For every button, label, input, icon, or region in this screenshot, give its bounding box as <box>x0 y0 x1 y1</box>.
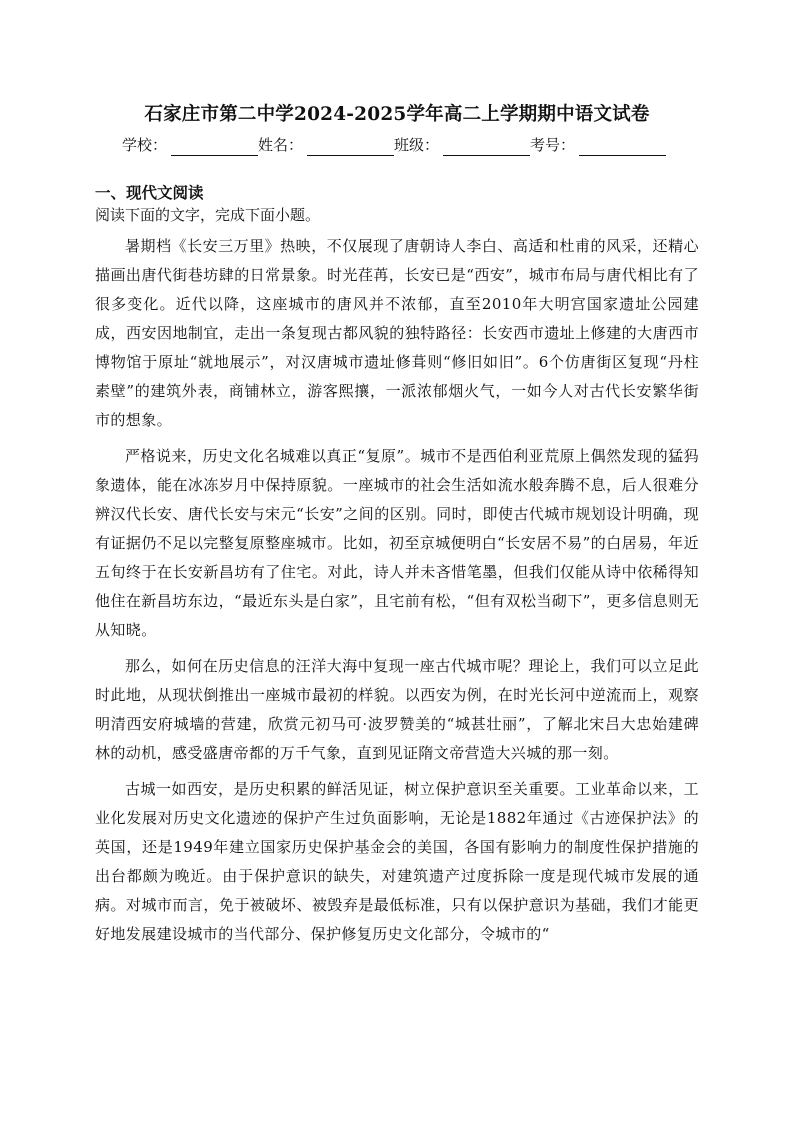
exam-number-field <box>530 134 666 156</box>
passage-paragraph: 暑期档《长安三万里》热映，不仅展现了唐朝诗人李白、高适和杜甫的风采，还精心描画出唐代街巷坊肆的日常景象。时光荏苒，长安已是“西安”，城市布局与唐代相比有了很多变化。近代以降，这座城市的唐风并不浓郁，直至2010年大明宫国家遗址公园建成，西安因地制宜，走出一条复现古都风貌的独特路径：长安西市遗址上修建的大唐西市博物馆于原址“就地展示”，对汉唐城市遗址修葺则“修旧如旧”。6个仿唐街区复现“丹柱素壁”的建筑外表，商铺林立，游客熙攘，一派浓郁烟火气，一如今人对古代长安繁华街市的想象。 <box>95 237 699 429</box>
passage-paragraph: 那么，如何在历史信息的汪洋大海中复现一座古代城市呢？理论上，我们可以立足此时此地，从现状倒推出一座城市最初的样貌。以西安为例，在时光长河中逆流而上，观察明清西安府城墙的营建，欣赏元初马可·波罗赞美的“城甚壮丽”，了解北宋吕大忠始建碑林的动机，感受盛唐帝都的万千气象，直到见证隋文帝营造大兴城的那一刻。 <box>95 657 699 762</box>
name-field <box>258 134 394 156</box>
student-info-row <box>122 134 682 156</box>
school-label: 学校： <box>122 136 168 154</box>
name-blank <box>307 139 394 156</box>
section-heading: 一、现代文阅读 <box>95 184 204 202</box>
school-field <box>122 134 258 156</box>
exam-number-label: 考号： <box>530 136 576 154</box>
class-blank <box>443 139 530 156</box>
passage-paragraph: 古城一如西安，是历史积累的鲜活见证，树立保护意识至关重要。工业革命以来，工业化发展对历史文化遗迹的保护产生过负面影响，无论是1882年通过《古迹保护法》的英国，还是1949年建立国家历史保护基金会的美国，各国有影响力的制度性保护措施的出台都颇为晚近。由于保护意识的缺失，对建筑遗产过度拆除一度是现代城市发展的通病。对城市而言，免于被破坏、被毁弃是最低标准，只有以保护意识为基础，我们才能更好地发展建设城市的当代部分、保护修复历史文化部分，令城市的“ <box>95 780 699 943</box>
section-instruction: 阅读下面的文字，完成下面小题。 <box>95 206 321 224</box>
exam-title: 石家庄市第二中学2024-2025学年高二上学期期中语文试卷 <box>144 104 650 125</box>
exam-number-blank <box>579 139 666 156</box>
name-label: 姓名： <box>258 136 304 154</box>
class-label: 班级： <box>394 136 440 154</box>
reading-passage <box>95 232 699 956</box>
class-field <box>394 134 530 156</box>
passage-paragraph: 严格说来，历史文化名城难以真正“复原”。城市不是西伯利亚荒原上偶然发现的猛犸象遗体，能在冰冻岁月中保持原貌。一座城市的社会生活如流水般奔腾不息，后人很难分辨汉代长安、唐代长安与宋元“长安”之间的区别。同时，即使古代城市规划设计明确，现有证据仍不足以完整复原整座城市。比如，初至京城便明白“长安居不易”的白居易，年近五旬终于在长安新昌坊有了住宅。对此，诗人并未吝惜笔墨，但我们仅能从诗中依稀得知他住在新昌坊东边，“最近东头是白家”，且宅前有松，“但有双松当砌下”，更多信息则无从知晓。 <box>95 447 699 639</box>
school-blank <box>171 139 258 156</box>
